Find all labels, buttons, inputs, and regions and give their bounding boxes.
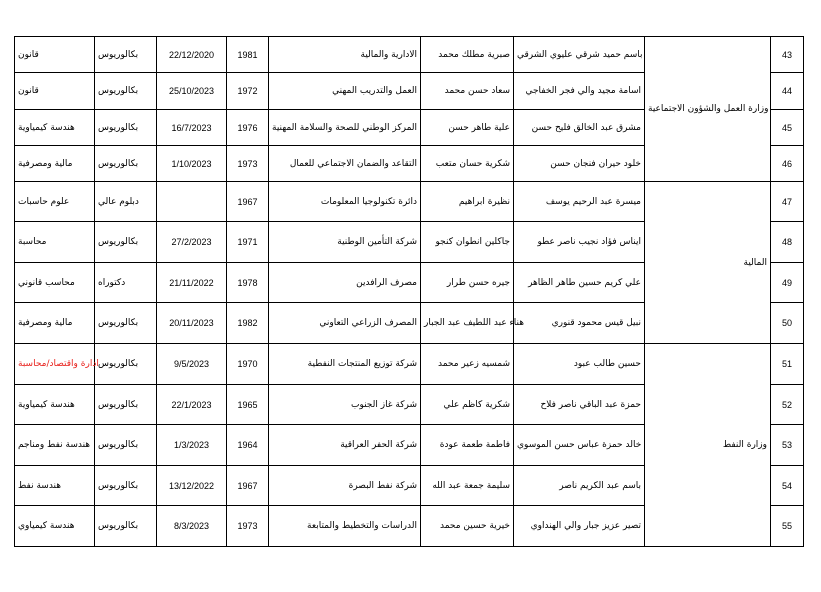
nominee-cell: ايناس فؤاد نجيب ناصر عطو: [514, 222, 645, 263]
major-cell: محاسب قانوني: [15, 263, 95, 303]
birth-year-cell: 1970: [227, 344, 269, 385]
degree-cell: بكالوريوس: [95, 37, 157, 73]
employee-cell: سليمة جمعة عبد الله: [421, 466, 514, 506]
degree-cell: بكالوريوس: [95, 425, 157, 466]
employee-cell: سعاد حسن محمد: [421, 73, 514, 110]
degree-cell: بكالوريوس: [95, 146, 157, 182]
degree-cell: بكالوريوس: [95, 73, 157, 110]
degree-cell: بكالوريوس: [95, 506, 157, 547]
degree-cell: بكالوريوس: [95, 385, 157, 425]
entity-cell: المصرف الزراعي التعاوني: [269, 303, 421, 344]
employee-cell: صبرية مطلك محمد: [421, 37, 514, 73]
row-number-cell: 46: [771, 146, 804, 182]
nominee-cell: باسم حميد شرقي عليوي الشرقي: [514, 37, 645, 73]
birth-year-cell: 1965: [227, 385, 269, 425]
major-cell: هندسة نفط ومناجم: [15, 425, 95, 466]
nominee-cell: علي كريم حسين طاهر الظاهر: [514, 263, 645, 303]
nominee-cell: حمزة عبد الباقي ناصر فلاح: [514, 385, 645, 425]
nominee-cell: خالد حمزة عباس حسن الموسوي: [514, 425, 645, 466]
entity-cell: شركة الحفر العراقية: [269, 425, 421, 466]
row-number-cell: 48: [771, 222, 804, 263]
employee-cell: نظيرة ابراهيم: [421, 182, 514, 222]
degree-cell: بكالوريوس: [95, 110, 157, 146]
row-number-cell: 47: [771, 182, 804, 222]
row-number-cell: 51: [771, 344, 804, 385]
entity-cell: دائرة تكنولوجيا المعلومات: [269, 182, 421, 222]
date-cell: 8/3/2023: [157, 506, 227, 547]
entity-cell: الدراسات والتخطيط والمتابعة: [269, 506, 421, 547]
employee-cell: فاطمة طعمة عودة: [421, 425, 514, 466]
entity-cell: الادارية والمالية: [269, 37, 421, 73]
nominee-cell: باسم عبد الكريم ناصر: [514, 466, 645, 506]
birth-year-cell: 1971: [227, 222, 269, 263]
birth-year-cell: 1967: [227, 182, 269, 222]
date-cell: 22/12/2020: [157, 37, 227, 73]
nominee-cell: خلود حيران فنجان حسن: [514, 146, 645, 182]
birth-year-cell: 1981: [227, 37, 269, 73]
row-number-cell: 52: [771, 385, 804, 425]
entity-cell: مصرف الرافدين: [269, 263, 421, 303]
major-cell: محاسبة: [15, 222, 95, 263]
birth-year-cell: 1973: [227, 506, 269, 547]
nominee-cell: حسين طالب عبود: [514, 344, 645, 385]
date-cell: 13/12/2022: [157, 466, 227, 506]
table-row: [15, 37, 804, 73]
employee-cell: شكرية حسان متعب: [421, 146, 514, 182]
nominee-cell: تصير عزيز جبار والي الهنداوي: [514, 506, 645, 547]
date-cell: 9/5/2023: [157, 344, 227, 385]
major-cell: مالية ومصرفية: [15, 303, 95, 344]
entity-cell: شركة التأمين الوطنية: [269, 222, 421, 263]
row-number-cell: 43: [771, 37, 804, 73]
birth-year-cell: 1967: [227, 466, 269, 506]
employee-cell: هناء عبد اللطيف عبد الجبار: [421, 303, 514, 344]
nominee-cell: اسامة مجيد والي فجر الخفاجي: [514, 73, 645, 110]
entity-cell: المركز الوطني للصحة والسلامة المهنية: [269, 110, 421, 146]
date-cell: 27/2/2023: [157, 222, 227, 263]
date-cell: 20/11/2023: [157, 303, 227, 344]
birth-year-cell: 1982: [227, 303, 269, 344]
degree-cell: بكالوريوس: [95, 344, 157, 385]
entity-cell: شركة توزيع المنتجات النفطية: [269, 344, 421, 385]
degree-cell: دبلوم عالي: [95, 182, 157, 222]
entity-cell: شركة غاز الجنوب: [269, 385, 421, 425]
row-number-cell: 55: [771, 506, 804, 547]
degree-cell: دكتوراه: [95, 263, 157, 303]
major-cell: هندسة نفط: [15, 466, 95, 506]
birth-year-cell: 1978: [227, 263, 269, 303]
ministry-cell: المالية: [645, 182, 771, 344]
ministry-cell: وزارة النفط: [645, 344, 771, 547]
major-cell: هندسة كيمياوي: [15, 506, 95, 547]
row-number-cell: 50: [771, 303, 804, 344]
table-row: [15, 182, 804, 222]
major-cell: ادارة واقتصاد/محاسبة: [15, 344, 95, 385]
table-row: [15, 344, 804, 385]
employee-cell: شكرية كاظم علي: [421, 385, 514, 425]
birth-year-cell: 1972: [227, 73, 269, 110]
date-cell: 1/3/2023: [157, 425, 227, 466]
birth-year-cell: 1964: [227, 425, 269, 466]
nominee-cell: ميسرة عبد الرحيم يوسف: [514, 182, 645, 222]
date-cell: [157, 182, 227, 222]
nominee-cell: مشرق عبد الخالق فليح حسن: [514, 110, 645, 146]
birth-year-cell: 1976: [227, 110, 269, 146]
employee-cell: جيره حسن طرار: [421, 263, 514, 303]
major-cell: قانون: [15, 37, 95, 73]
employee-cell: خيرية حسين محمد: [421, 506, 514, 547]
major-cell: قانون: [15, 73, 95, 110]
birth-year-cell: 1973: [227, 146, 269, 182]
major-cell: علوم حاسبات: [15, 182, 95, 222]
employee-cell: شمسيه زعير محمد: [421, 344, 514, 385]
row-number-cell: 45: [771, 110, 804, 146]
entity-cell: العمل والتدريب المهني: [269, 73, 421, 110]
date-cell: 22/1/2023: [157, 385, 227, 425]
major-cell: مالية ومصرفية: [15, 146, 95, 182]
degree-cell: بكالوريوس: [95, 222, 157, 263]
entity-cell: التقاعد والضمان الاجتماعي للعمال: [269, 146, 421, 182]
entity-cell: شركة نفط البصرة: [269, 466, 421, 506]
ministry-cell: وزارة العمل والشؤون الاجتماعية: [645, 37, 771, 182]
date-cell: 16/7/2023: [157, 110, 227, 146]
major-cell: هندسة كيمياوية: [15, 385, 95, 425]
nominee-cell: نبيل قيس محمود قنوري: [514, 303, 645, 344]
employee-cell: جاكلين انطوان كنجو: [421, 222, 514, 263]
row-number-cell: 49: [771, 263, 804, 303]
degree-cell: بكالوريوس: [95, 466, 157, 506]
date-cell: 21/11/2022: [157, 263, 227, 303]
row-number-cell: 54: [771, 466, 804, 506]
major-cell: هندسة كيمياوية: [15, 110, 95, 146]
employee-cell: علية طاهر حسن: [421, 110, 514, 146]
row-number-cell: 44: [771, 73, 804, 110]
employee-table: [14, 36, 804, 547]
row-number-cell: 53: [771, 425, 804, 466]
date-cell: 25/10/2023: [157, 73, 227, 110]
degree-cell: بكالوريوس: [95, 303, 157, 344]
date-cell: 1/10/2023: [157, 146, 227, 182]
